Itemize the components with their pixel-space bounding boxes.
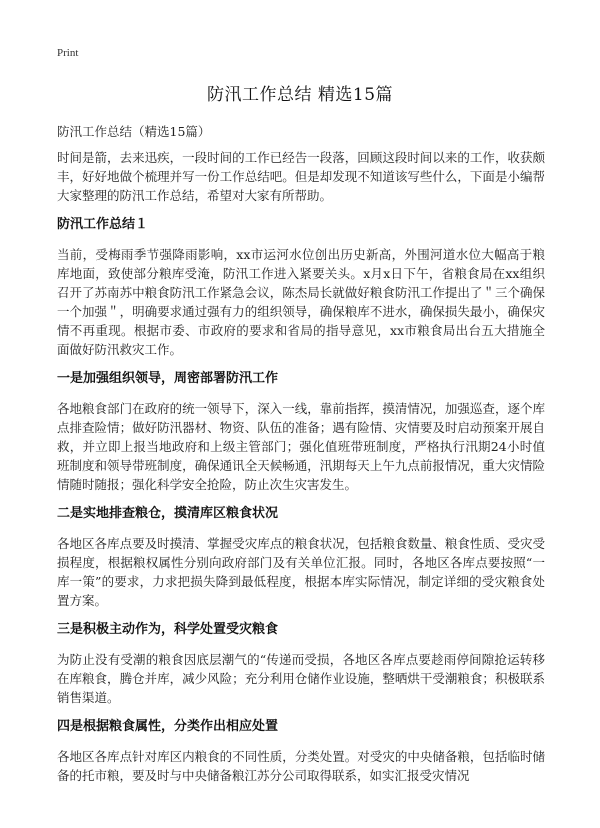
subsection-paragraph: 各地区各库点针对库区内粮食的不同性质，分类处置。对受灾的中央储备粮，包括临时储备的托市粮，要及时与中央储备粮江苏分公司取得联系，如实汇报受灾情况 [57, 749, 545, 783]
subsection-paragraph: 为防止没有受潮的粮食因底层潮气的“传递而受损，各地区各库点要趁雨停间隙抢运转移在库粮食，腾仓并库，减少风险；充分利用仓储作业设施，整晒烘干受潮粮食；积极联系销售渠道。 [57, 652, 545, 705]
page-title: 防汛工作总结 精选15篇 [206, 85, 394, 105]
subsection-paragraph: 各地粮食部门在政府的统一领导下，深入一线，靠前指挥，摸清情况，加强巡查，逐个库点排查险情；做好防汛器材、物资、队伍的准备；遇有险情、灾情要及时启动预案开展自救，并立即上报当地政府和上级主管部门；强化值班带班制度，严格执行汛期24小时值班制度和领导带班制度，确保通讯全天候畅通，汛期每天上午九点前报情况，重大灾情险情随时随报；强化科学安全抢险，防止次生灾害发生。 [57, 401, 545, 492]
intro-paragraph: 时间是箭，去来迅疾，一段时间的工作已经告一段落，回顾这段时间以来的工作，收获颇丰，好好地做个梳理并写一份工作总结吧。但是却发现不知道该写些什么，下面是小编帮大家整理的防汛工作总结，希望对大家有所帮助。 [57, 150, 545, 203]
subsection-heading: 四是根据粮食属性，分类作出相应处置 [57, 719, 279, 734]
print-label[interactable]: Print [57, 47, 79, 59]
document-subtitle: 防汛工作总结（精选15篇） [57, 124, 211, 139]
subsection-heading: 一是加强组织领导，周密部署防汛工作 [57, 371, 279, 386]
subsection-paragraph: 各地区各库点要及时摸清、掌握受灾库点的粮食状况，包括粮食数量、粮食性质、受灾受损程度，根据粮权属性分别向政府部门及有关单位汇报。同时，各地区各库点要按照“一库一策”的要求，力求把损失降到最低程度，根据本库实际情况，制定详细的受灾粮食处置方案。 [57, 536, 545, 608]
document-content [57, 148, 545, 795]
subsection-heading: 二是实地排查粮仓，摸清库区粮食状况 [57, 506, 279, 521]
section-paragraph: 当前，受梅雨季节强降雨影响，xx市运河水位创出历史新高，外围河道水位大幅高于粮库地面，致使部分粮库受淹，防汛工作进入紧要关头。x月x日下午，省粮食局在xx组织召开了苏南苏中粮食防汛工作紧急会议，陈杰局长就做好粮食防汛工作提出了＂三个确保一个加强＂，明确要求通过强有力的组织领导，确保粮库不进水，确保损失最小，确保灾情不再重现。根据市委、市政府的要求和省局的指导意见，xx市粮食局出台五大措施全面做好防汛救灾工作。 [57, 247, 545, 357]
section-heading: 防汛工作总结１ [57, 217, 149, 232]
subsection-heading: 三是积极主动作为，科学处置受灾粮食 [57, 622, 279, 637]
